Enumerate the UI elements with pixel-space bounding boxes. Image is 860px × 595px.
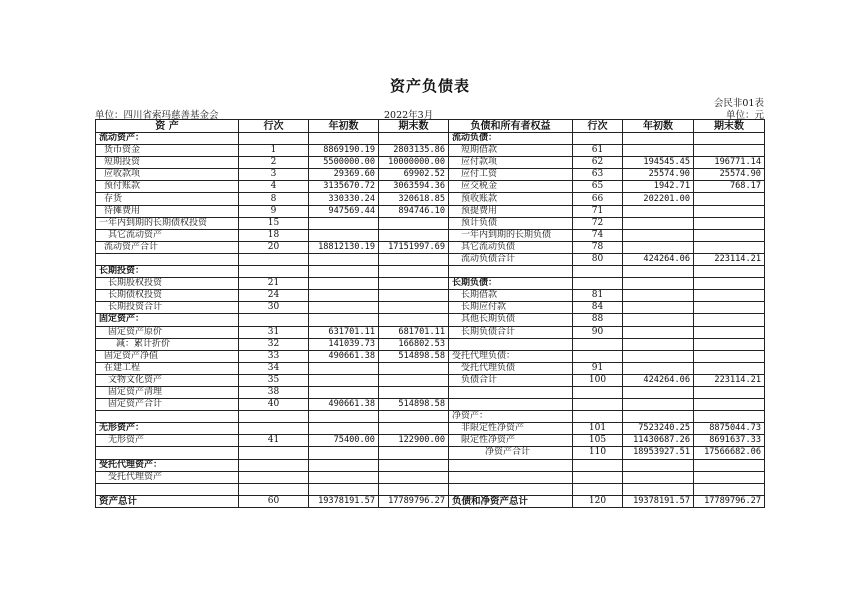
asset-end [379,374,449,386]
asset-begin [309,411,379,423]
liability-row-no: 90 [573,326,623,338]
table-row [96,362,765,374]
liability-end: 17789796.27 [694,495,765,507]
liability-row-no: 110 [573,447,623,459]
table-row [96,314,765,326]
asset-row-no: 41 [239,435,309,447]
liability-item: 长期应付款 [449,302,573,314]
liability-item: 其他长期负债 [449,314,573,326]
table-row [96,290,765,302]
liability-row-no: 66 [573,193,623,205]
asset-begin [309,483,379,495]
liability-row-no [573,386,623,398]
asset-row-no: 33 [239,350,309,362]
liability-end: 8691637.33 [694,435,765,447]
liability-begin [623,229,694,241]
asset-end [379,133,449,145]
asset-item: 流动资产： [96,133,239,145]
liability-end [694,386,765,398]
table-row [96,471,765,483]
liability-item: 流动负债合计 [449,253,573,265]
asset-begin [309,374,379,386]
asset-row-no: 40 [239,399,309,411]
table-body [96,133,765,508]
liability-item: 净资产： [449,411,573,423]
asset-begin: 75400.00 [309,435,379,447]
liability-begin [623,205,694,217]
liability-begin [623,266,694,278]
liability-end: 223114.21 [694,374,765,386]
asset-end [379,290,449,302]
reporting-organization: 单位：四川省索玛慈善基金会 [95,110,219,121]
asset-row-no: 8 [239,193,309,205]
liability-row-no: 72 [573,217,623,229]
asset-row-no: 30 [239,302,309,314]
liability-item: 预收账款 [449,193,573,205]
liability-item: 负债合计 [449,374,573,386]
col-header-row-no: 行次 [239,120,309,133]
asset-end [379,302,449,314]
liability-end [694,266,765,278]
asset-item [96,411,239,423]
asset-row-no: 31 [239,326,309,338]
liability-item [449,386,573,398]
table-row [96,423,765,435]
asset-row-no: 20 [239,241,309,253]
col-header-end: 期末数 [379,120,449,133]
table-row [96,181,765,193]
asset-row-no [239,423,309,435]
unit-line [95,107,764,119]
liability-row-no: 65 [573,181,623,193]
asset-item: 长期债权投资 [96,290,239,302]
table-row [96,229,765,241]
table-row [96,169,765,181]
liability-begin: 11430687.26 [623,435,694,447]
liability-row-no: 78 [573,241,623,253]
table-row [96,133,765,145]
asset-end [379,386,449,398]
liability-item: 一年内到期的长期负债 [449,229,573,241]
liability-item: 受托代理负债 [449,362,573,374]
liability-begin [623,483,694,495]
asset-begin [309,314,379,326]
asset-begin [309,133,379,145]
liability-row-no: 81 [573,290,623,302]
liability-item [449,266,573,278]
table-header-row [96,120,765,133]
liability-begin [623,411,694,423]
table-row [96,399,765,411]
asset-item: 受托代理资产 [96,471,239,483]
asset-row-no: 4 [239,181,309,193]
liability-end [694,241,765,253]
asset-row-no: 34 [239,362,309,374]
liability-begin [623,241,694,253]
asset-item: 其它流动资产 [96,229,239,241]
liability-item [449,399,573,411]
asset-begin: 8869190.19 [309,145,379,157]
table-row [96,266,765,278]
asset-end: 320618.85 [379,193,449,205]
liability-end: 223114.21 [694,253,765,265]
liability-row-no [573,266,623,278]
asset-row-no [239,483,309,495]
liability-end [694,290,765,302]
asset-item: 固定资产原价 [96,326,239,338]
asset-end [379,229,449,241]
asset-begin: 141039.73 [309,338,379,350]
liability-begin [623,290,694,302]
liability-end: 768.17 [694,181,765,193]
asset-item: 预付账款 [96,181,239,193]
liability-end [694,133,765,145]
asset-end: 17151997.69 [379,241,449,253]
asset-row-no: 24 [239,290,309,302]
asset-begin [309,266,379,278]
asset-end [379,459,449,471]
asset-begin: 947569.44 [309,205,379,217]
form-code: 会民非01表 [713,98,764,109]
liability-end: 25574.90 [694,169,765,181]
asset-item: 应收款项 [96,169,239,181]
liability-begin [623,362,694,374]
asset-begin: 490661.38 [309,350,379,362]
asset-end: 166802.53 [379,338,449,350]
table-row [96,338,765,350]
liability-end [694,483,765,495]
asset-row-no: 21 [239,278,309,290]
liability-end [694,229,765,241]
asset-row-no: 38 [239,386,309,398]
liability-end [694,278,765,290]
asset-end [379,411,449,423]
liability-row-no: 105 [573,435,623,447]
asset-row-no: 35 [239,374,309,386]
col-header-row-no-2: 行次 [573,120,623,133]
asset-end: 17789796.27 [379,495,449,507]
asset-begin [309,253,379,265]
col-header-begin-2: 年初数 [623,120,694,133]
liability-begin [623,471,694,483]
asset-begin [309,471,379,483]
asset-end: 10000000.00 [379,157,449,169]
asset-begin [309,229,379,241]
liability-item: 长期借款 [449,290,573,302]
liability-end: 196771.14 [694,157,765,169]
liability-row-no [573,411,623,423]
asset-item: 待摊费用 [96,205,239,217]
asset-row-no [239,459,309,471]
asset-row-no: 9 [239,205,309,217]
liability-item: 预计负债 [449,217,573,229]
asset-item: 存货 [96,193,239,205]
asset-end: 3063594.36 [379,181,449,193]
liability-item: 非限定性净资产 [449,423,573,435]
liability-row-no [573,399,623,411]
asset-row-no [239,266,309,278]
asset-item [96,483,239,495]
liability-item: 净资产合计 [449,447,573,459]
liability-row-no [573,278,623,290]
table-row [96,483,765,495]
liability-end [694,459,765,471]
asset-end [379,278,449,290]
asset-item: 在建工程 [96,362,239,374]
asset-begin: 18812130.19 [309,241,379,253]
asset-row-no: 1 [239,145,309,157]
liability-item [449,459,573,471]
table-row [96,217,765,229]
liability-item: 应付工资 [449,169,573,181]
report-date: 2022年3月 [384,110,434,121]
liability-row-no: 71 [573,205,623,217]
asset-row-no: 3 [239,169,309,181]
asset-item: 货币资金 [96,145,239,157]
asset-begin [309,423,379,435]
page-title: 资产负债表 [389,77,470,95]
asset-item: 减：累计折价 [96,338,239,350]
asset-item [96,447,239,459]
liability-item [449,483,573,495]
liability-end [694,350,765,362]
asset-row-no [239,133,309,145]
asset-row-no: 18 [239,229,309,241]
asset-end [379,266,449,278]
asset-begin: 631701.11 [309,326,379,338]
liability-begin: 1942.71 [623,181,694,193]
currency-unit: 单位：元 [725,110,764,121]
asset-item: 固定资产清理 [96,386,239,398]
liability-begin: 202201.00 [623,193,694,205]
asset-end: 122900.00 [379,435,449,447]
asset-begin: 490661.38 [309,399,379,411]
liability-end [694,411,765,423]
asset-begin [309,278,379,290]
liability-item: 其它流动负债 [449,241,573,253]
asset-item [96,253,239,265]
asset-item: 一年内到期的长期债权投资 [96,217,239,229]
table-row [96,326,765,338]
liability-begin [623,459,694,471]
liability-row-no [573,483,623,495]
liability-row-no: 80 [573,253,623,265]
asset-begin: 330330.24 [309,193,379,205]
asset-begin [309,302,379,314]
asset-end [379,471,449,483]
liability-begin [623,278,694,290]
liability-row-no: 100 [573,374,623,386]
asset-end [379,217,449,229]
table-row [96,302,765,314]
liability-row-no: 62 [573,157,623,169]
asset-end: 894746.10 [379,205,449,217]
asset-begin: 3135670.72 [309,181,379,193]
asset-row-no: 60 [239,495,309,507]
liability-row-no: 101 [573,423,623,435]
col-header-liabilities: 负债和所有者权益 [449,120,573,133]
asset-row-no: 32 [239,338,309,350]
liability-begin: 7523240.25 [623,423,694,435]
col-header-end-2: 期末数 [694,120,765,133]
asset-row-no [239,447,309,459]
table-row [96,350,765,362]
liability-end [694,205,765,217]
liability-row-no [573,471,623,483]
asset-end [379,447,449,459]
table-row [96,193,765,205]
liability-begin [623,386,694,398]
table-row [96,411,765,423]
table-row [96,495,765,507]
asset-item: 固定资产合计 [96,399,239,411]
asset-end [379,253,449,265]
asset-end: 69902.52 [379,169,449,181]
asset-row-no: 15 [239,217,309,229]
asset-begin: 5500000.00 [309,157,379,169]
liability-item: 长期负债： [449,278,573,290]
liability-end [694,314,765,326]
liability-begin: 19378191.57 [623,495,694,507]
table-row [96,278,765,290]
asset-end [379,314,449,326]
liability-end [694,362,765,374]
liability-item: 应交税金 [449,181,573,193]
asset-begin [309,217,379,229]
balance-sheet-table [95,119,765,508]
liability-begin: 194545.45 [623,157,694,169]
liability-begin: 424264.06 [623,374,694,386]
liability-row-no [573,459,623,471]
liability-item: 预提费用 [449,205,573,217]
liability-row-no [573,133,623,145]
asset-row-no [239,471,309,483]
asset-end: 2803135.86 [379,145,449,157]
table-row [96,241,765,253]
liability-item: 负债和净资产总计 [449,495,573,507]
liability-begin [623,350,694,362]
asset-end: 514898.58 [379,350,449,362]
asset-row-no [239,253,309,265]
asset-begin: 19378191.57 [309,495,379,507]
asset-end: 514898.58 [379,399,449,411]
liability-row-no: 120 [573,495,623,507]
liability-begin [623,338,694,350]
liability-row-no [573,338,623,350]
liability-item [449,338,573,350]
asset-end [379,483,449,495]
liability-item: 限定性净资产 [449,435,573,447]
liability-begin [623,314,694,326]
table-row [96,157,765,169]
liability-item: 应付款项 [449,157,573,169]
asset-begin [309,447,379,459]
liability-begin: 25574.90 [623,169,694,181]
asset-end [379,423,449,435]
liability-end [694,302,765,314]
asset-item: 流动资产合计 [96,241,239,253]
asset-item: 短期投资 [96,157,239,169]
asset-begin: 29369.60 [309,169,379,181]
asset-row-no: 2 [239,157,309,169]
table-row [96,205,765,217]
asset-begin [309,459,379,471]
table-row [96,435,765,447]
col-header-assets: 资 产 [96,120,239,133]
liability-item: 长期负债合计 [449,326,573,338]
liability-begin [623,302,694,314]
asset-begin [309,386,379,398]
liability-row-no: 74 [573,229,623,241]
asset-item: 受托代理资产： [96,459,239,471]
asset-row-no [239,411,309,423]
asset-item: 文物文化资产 [96,374,239,386]
liability-begin [623,133,694,145]
asset-begin [309,290,379,302]
asset-item: 无形资产： [96,423,239,435]
liability-end [694,326,765,338]
table-row [96,459,765,471]
asset-item: 长期股权投资 [96,278,239,290]
liability-row-no: 63 [573,169,623,181]
liability-item: 流动负债： [449,133,573,145]
col-header-begin: 年初数 [309,120,379,133]
liability-end [694,217,765,229]
asset-row-no [239,314,309,326]
liability-row-no: 88 [573,314,623,326]
liability-end [694,471,765,483]
asset-item: 固定资产： [96,314,239,326]
asset-item: 长期投资合计 [96,302,239,314]
liability-row-no [573,350,623,362]
asset-item: 无形资产 [96,435,239,447]
asset-item: 长期投资： [96,266,239,278]
asset-end [379,362,449,374]
liability-item: 受托代理负债： [449,350,573,362]
liability-item: 短期借款 [449,145,573,157]
liability-row-no: 91 [573,362,623,374]
table-row [96,447,765,459]
liability-end [694,399,765,411]
table-row [96,386,765,398]
asset-item: 资产总计 [96,495,239,507]
liability-begin [623,145,694,157]
liability-end: 8875044.73 [694,423,765,435]
asset-begin [309,362,379,374]
liability-begin [623,217,694,229]
liability-begin [623,399,694,411]
liability-end [694,338,765,350]
table-row [96,253,765,265]
liability-row-no: 61 [573,145,623,157]
table-row [96,145,765,157]
liability-begin [623,326,694,338]
table-row [96,374,765,386]
liability-end [694,193,765,205]
liability-begin: 424264.06 [623,253,694,265]
liability-begin: 18953927.51 [623,447,694,459]
liability-row-no: 84 [573,302,623,314]
liability-item [449,471,573,483]
liability-end [694,145,765,157]
asset-end: 681701.11 [379,326,449,338]
liability-end: 17566682.06 [694,447,765,459]
asset-item: 固定资产净值 [96,350,239,362]
